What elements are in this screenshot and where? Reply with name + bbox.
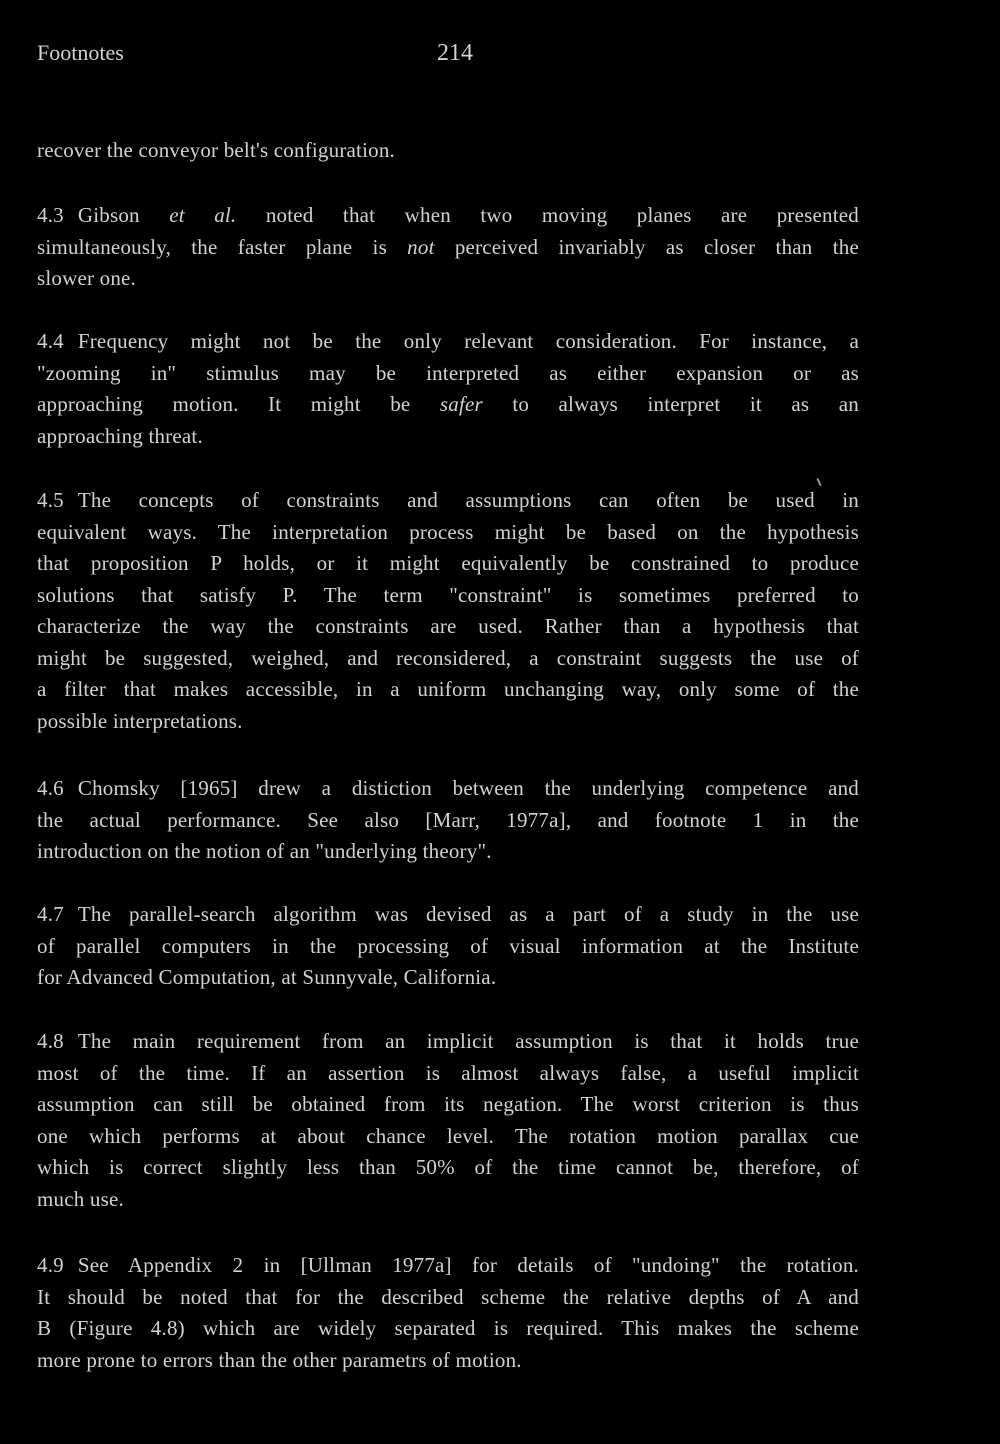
text-line: 4.4 Frequency might not be the only relevant consideration. For instance, a <box>37 329 859 353</box>
text-line: most of the time. If an assertion is almost always false, a useful implicit <box>37 1060 859 1085</box>
text-line: introduction on the notion of an "underlying theory". <box>37 839 492 863</box>
footnote-4-5 <box>37 485 859 737</box>
text-line: It should be noted that for the described scheme the relative depths of A and <box>37 1284 859 1309</box>
text-line: which is correct slightly less than 50% of the time cannot be, therefore, of <box>37 1155 859 1179</box>
footnote-4-3 <box>37 200 859 295</box>
footnote-4-7 <box>37 899 859 994</box>
continuation-paragraph <box>37 135 859 167</box>
text-line: slower one. <box>37 266 137 290</box>
text-line: 4.7 The parallel-search algorithm was devised as a part of a study in the use <box>37 902 859 926</box>
footnote-4-9 <box>37 1250 859 1376</box>
text-line: a filter that makes accessible, in a uniform unchanging way, only some of the <box>37 677 859 701</box>
text-line: more prone to errors than the other parametrs of motion. <box>37 1347 522 1372</box>
footnote-number: 4.8 <box>37 1029 64 1053</box>
text-line: approaching motion. It might be safer to always interpret it as an <box>37 392 859 416</box>
italic-text: et al. <box>169 203 237 227</box>
text-line: 4.3 Gibson et al. noted that when two moving planes are presented <box>37 203 859 227</box>
section-title: Footnotes <box>37 40 124 65</box>
text-line: recover the conveyor belt's configuration. <box>37 138 395 162</box>
footnote-number: 4.7 <box>37 902 64 926</box>
text-line: B (Figure 4.8) which are widely separated is required. This makes the scheme <box>37 1316 859 1340</box>
footnote-4-4 <box>37 326 859 452</box>
text-line: one which performs at about chance level. The rotation motion parallax cue <box>37 1123 859 1148</box>
footnote-number: 4.3 <box>37 203 64 227</box>
text-line: assumption can still be obtained from its negation. The worst criterion is thus <box>37 1092 859 1116</box>
text-line: 4.9 See Appendix 2 in [Ullman 1977a] for details of "undoing" the rotation. <box>37 1253 859 1277</box>
footnote-number: 4.4 <box>37 329 64 353</box>
text-line: that proposition P holds, or it might equivalently be constrained to produce <box>37 551 859 575</box>
text-line: might be suggested, weighed, and reconsidered, a constraint suggests the use of <box>37 645 859 670</box>
text-line: approaching threat. <box>37 423 203 448</box>
text-line: possible interpretations. <box>37 708 243 733</box>
footnote-4-6 <box>37 773 859 868</box>
page-header <box>37 40 473 67</box>
footnote-number: 4.5 <box>37 488 64 512</box>
text-line: solutions that satisfy P. The term "constraint" is sometimes preferred to <box>37 582 859 607</box>
text-line: much use. <box>37 1186 124 1211</box>
text-line: 4.8 The main requirement from an implicit assumption is that it holds true <box>37 1029 859 1053</box>
text-line: characterize the way the constraints are used. Rather than a hypothesis that <box>37 614 859 638</box>
text-line: the actual performance. See also [Marr, 1977a], and footnote 1 in the <box>37 807 859 832</box>
footnote-number: 4.6 <box>37 776 64 800</box>
page-number: 214 <box>437 40 473 66</box>
italic-text: not <box>407 234 435 259</box>
text-line: of parallel computers in the processing of visual information at the Institute <box>37 933 859 958</box>
text-line: 4.5 The concepts of constraints and assumptions can often be used in <box>37 488 859 512</box>
text-line: 4.6 Chomsky [1965] drew a distiction between the underlying competence and <box>37 776 859 800</box>
text-line: for Advanced Computation, at Sunnyvale, California. <box>37 965 497 989</box>
italic-text: safer <box>439 392 483 416</box>
footnote-number: 4.9 <box>37 1253 64 1277</box>
text-line: "zooming in" stimulus may be interpreted as either expansion or as <box>37 360 859 385</box>
text-line: simultaneously, the faster plane is not perceived invariably as closer than the <box>37 234 859 259</box>
footnote-4-8 <box>37 1026 859 1215</box>
text-line: equivalent ways. The interpretation process might be based on the hypothesis <box>37 519 859 544</box>
